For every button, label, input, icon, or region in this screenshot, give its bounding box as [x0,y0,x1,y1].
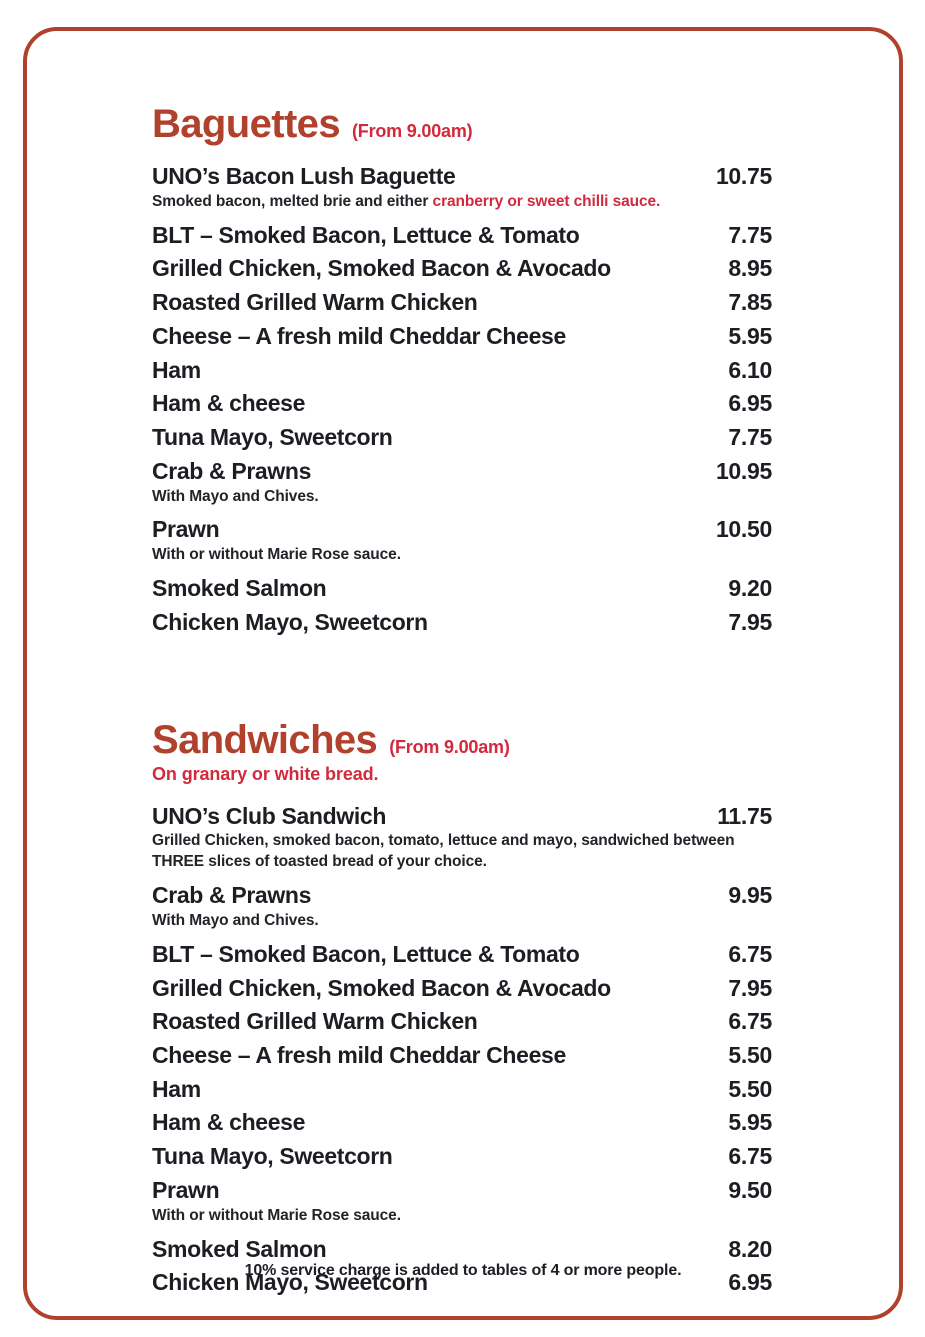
section-title: Baguettes [152,102,340,146]
menu-item-name: Chicken Mayo, Sweetcorn [152,608,428,635]
menu-item-price: 9.20 [728,575,772,602]
menu-item-line [152,514,772,546]
menu-item [152,607,772,639]
menu-item-description [152,487,752,508]
menu-item-price: 6.75 [728,1008,772,1035]
menu-item-line [152,973,772,1005]
menu-item-description-text: With Mayo and Chives. [152,911,319,929]
menu-item-line [152,253,772,285]
menu-item-name: Crab & Prawns [152,882,312,909]
section-spacer [152,641,772,719]
menu-item-name: UNO’s Club Sandwich [152,802,387,829]
menu-item-name: Cheese – A fresh mild Cheddar Cheese [152,1042,566,1069]
menu-item-list [152,161,772,639]
menu-item-price: 10.95 [715,457,772,484]
menu-item-line [152,220,772,252]
menu-item-name: Chicken Mayo, Sweetcorn [152,1269,428,1296]
menu-item-line [152,880,772,912]
menu-item-description [152,192,752,213]
menu-item-description-highlight: cranberry or sweet chilli sauce. [432,192,661,210]
menu-item-line [152,1107,772,1139]
menu-item [152,422,772,454]
menu-item-price: 6.95 [728,390,772,417]
menu-item-line [152,1175,772,1207]
menu-item-description-text: Smoked bacon, melted brie and either [152,192,433,210]
menu-item [152,801,772,874]
menu-item [152,573,772,605]
menu-item-price: 8.95 [728,255,772,282]
menu-item-price: 7.95 [728,974,772,1001]
menu-item-price: 6.75 [728,1143,772,1170]
menu-item-price: 6.75 [728,940,772,967]
menu-item-price: 5.95 [728,1109,772,1136]
menu-item-price: 8.20 [728,1235,772,1262]
menu-item-name: Smoked Salmon [152,1235,327,1262]
menu-item-name: Cheese – A fresh mild Cheddar Cheese [152,322,566,349]
menu-item-name: Grilled Chicken, Smoked Bacon & Avocado [152,974,611,1001]
menu-item-price: 7.75 [728,424,772,451]
menu-item-name: BLT – Smoked Bacon, Lettuce & Tomato [152,940,580,967]
menu-item [152,253,772,285]
menu-item [152,1006,772,1038]
menu-item-line [152,1141,772,1173]
menu-item [152,388,772,420]
menu-item [152,321,772,353]
menu-item-line [152,321,772,353]
menu-item-price: 5.50 [728,1075,772,1102]
menu-item [152,161,772,213]
menu-item-line [152,422,772,454]
menu-item-price: 9.95 [728,882,772,909]
menu-item-name: Smoked Salmon [152,575,327,602]
menu-item-description-text: With or without Marie Rose sauce. [152,546,401,564]
menu-section [152,103,772,639]
menu-item-name: UNO’s Bacon Lush Baguette [152,163,456,189]
menu-item-name: Grilled Chicken, Smoked Bacon & Avocado [152,255,611,282]
menu-item-price: 11.75 [717,802,772,829]
menu-item-description-text: With or without Marie Rose sauce. [152,1206,401,1224]
menu-item-line [152,573,772,605]
menu-item-name: Prawn [152,516,220,543]
menu-item-line [152,456,772,488]
menu-item-price: 7.85 [728,289,772,316]
menu-item-description-text: Grilled Chicken, smoked bacon, tomato, lettuce and mayo, sandwiched between THREE slices of toasted bread of your choice. [152,832,735,871]
menu-item-line [152,355,772,387]
menu-card [23,27,903,1320]
menu-item-price: 6.10 [728,356,772,383]
menu-item [152,287,772,319]
menu-item-line [152,388,772,420]
section-availability-time: (From 9.00am) [351,121,473,141]
menu-item-name: Ham [152,356,201,383]
menu-item-list [152,801,772,1300]
menu-item-name: Tuna Mayo, Sweetcorn [152,1143,393,1170]
menu-item-name: Ham & cheese [152,390,306,417]
menu-item-line [152,801,772,833]
menu-item-price: 5.95 [728,322,772,349]
menu-item [152,355,772,387]
menu-item-description [152,831,752,873]
menu-item [152,1141,772,1173]
menu-item-name: Crab & Prawns [152,457,312,484]
menu-item-name: BLT – Smoked Bacon, Lettuce & Tomato [152,221,580,248]
menu-item-description [152,911,752,932]
menu-item-line [152,1006,772,1038]
section-note: On granary or white bread. [152,763,379,784]
service-charge-note: 10% service charge is added to tables of 4 or more people. [244,1262,682,1279]
menu-item-price: 10.50 [715,516,772,543]
menu-item-name: Roasted Grilled Warm Chicken [152,289,478,316]
menu-item [152,1074,772,1106]
menu-item-price: 10.75 [715,163,772,189]
menu-item-price: 5.50 [728,1042,772,1069]
menu-item-line [152,161,772,193]
menu-item-price: 6.95 [728,1269,772,1296]
menu-item-price: 7.75 [728,221,772,248]
menu-item-name: Ham [152,1075,201,1102]
menu-item-name: Prawn [152,1176,220,1203]
menu-item-name: Ham & cheese [152,1109,306,1136]
menu-item-description-text: With Mayo and Chives. [152,487,319,505]
menu-item [152,220,772,252]
menu-item [152,880,772,932]
menu-item-line [152,1040,772,1072]
menu-item [152,973,772,1005]
menu-section [152,719,772,1300]
menu-item [152,1234,772,1266]
menu-item-line [152,1234,772,1266]
menu-item-description [152,545,752,566]
menu-item [152,939,772,971]
menu-sections [152,103,772,1299]
section-title: Sandwiches [152,717,378,762]
menu-item-description [152,1206,752,1227]
section-availability-time: (From 9.00am) [389,736,510,757]
menu-item-line [152,607,772,639]
menu-content [152,103,772,1301]
menu-item-line [152,287,772,319]
menu-item [152,1175,772,1227]
section-header [152,719,772,761]
menu-item [152,514,772,566]
section-header [152,103,772,145]
menu-item [152,1107,772,1139]
menu-item [152,1040,772,1072]
menu-item-line [152,939,772,971]
menu-item-line [152,1074,772,1106]
menu-item [152,456,772,508]
menu-item-price: 9.50 [728,1176,772,1203]
menu-item-name: Roasted Grilled Warm Chicken [152,1008,478,1035]
menu-item-name: Tuna Mayo, Sweetcorn [152,424,393,451]
menu-item-price: 7.95 [728,608,772,635]
